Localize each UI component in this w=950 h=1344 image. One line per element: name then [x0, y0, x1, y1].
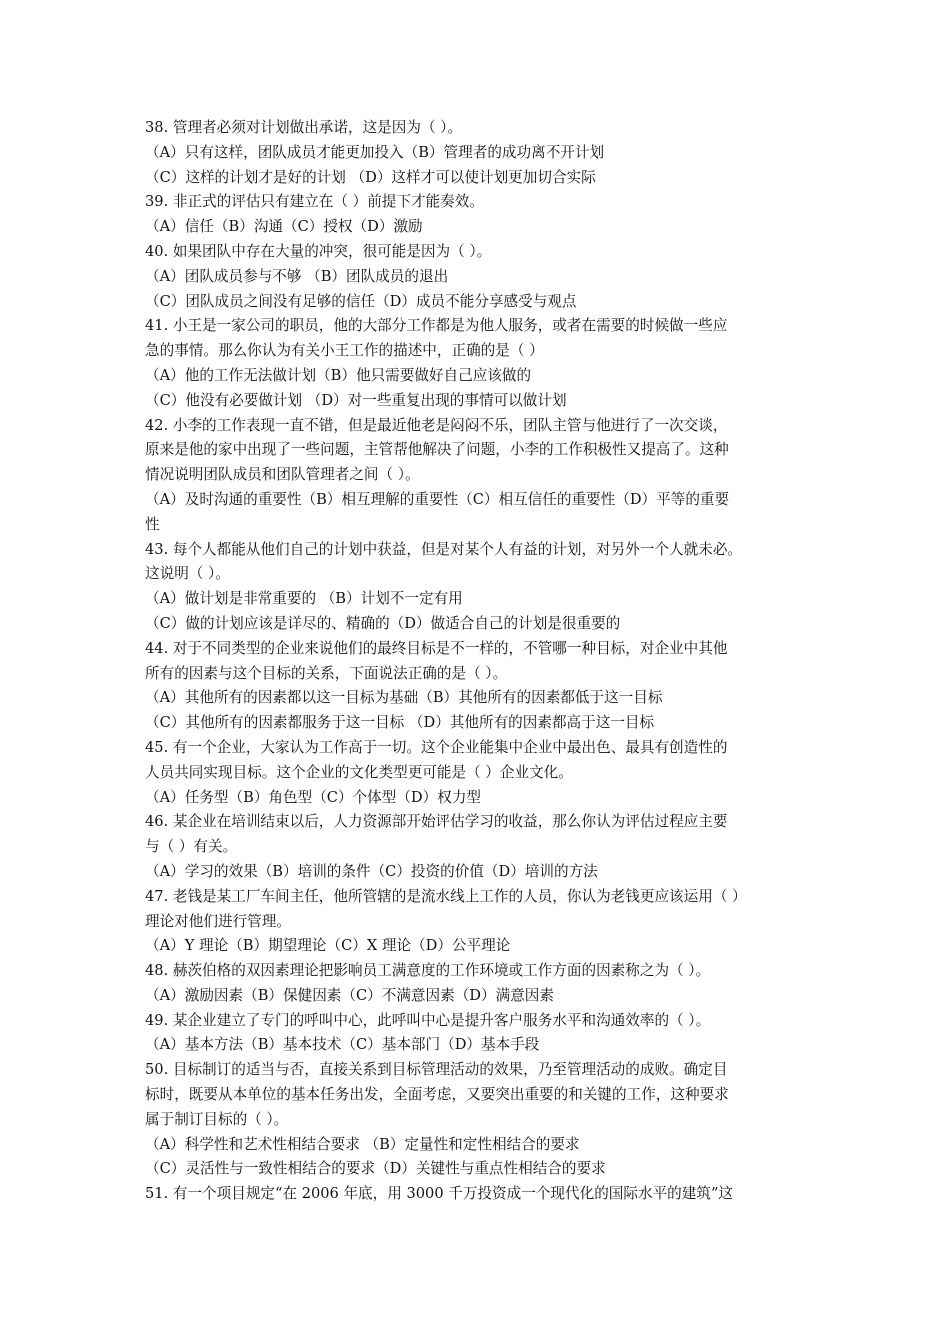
question-41-options-ab: （A）他的工作无法做计划（B）他只需要做好自己应该做的 [145, 366, 532, 384]
question-46-line-1: 46. 某企业在培训结束以后，人力资源部开始评估学习的收益，那么你认为评估过程应主要 [145, 813, 728, 831]
question-38-options-ab: （A）只有这样，团队成员才能更加投入（B）管理者的成功离不开计划 [145, 143, 605, 161]
question-46-options: （A）学习的效果（B）培训的条件（C）投资的价值（D）培训的方法 [145, 862, 598, 880]
question-45-options: （A）任务型（B）角色型（C）个体型（D）权力型 [145, 788, 482, 806]
question-50-line-3: 属于制订目标的（ ）。 [145, 1110, 289, 1128]
question-41-line-2: 急的事情。那么你认为有关小王工作的描述中，正确的是（ ） [145, 342, 544, 360]
question-39-options: （A）信任（B）沟通（C）授权（D）激励 [145, 218, 423, 236]
question-46-line-2: 与（ ）有关。 [145, 838, 238, 856]
question-43-line-1: 43. 每个人都能从他们自己的计划中获益，但是对某个人有益的计划，对另外一个人就未必。 [145, 540, 743, 558]
question-44-line-1: 44. 对于不同类型的企业来说他们的最终目标是不一样的，不管哪一种目标，对企业中其他 [145, 639, 728, 657]
question-40-options-ab: （A）团队成员参与不够 （B）团队成员的退出 [145, 267, 449, 285]
question-43-options-cd: （C）做的计划应该是详尽的、精确的（D）做适合自己的计划是很重要的 [145, 614, 621, 632]
question-44-line-2: 所有的因素与这个目标的关系，下面说法正确的是（ ）。 [145, 664, 508, 682]
question-51-line-1: 51. 有一个项目规定“在 2006 年底，用 3000 千万投资成一个现代化的国际水平的建筑”这 [145, 1185, 734, 1203]
question-43-options-ab: （A）做计划是非常重要的 （B）计划不一定有用 [145, 590, 463, 608]
question-44-options-cd: （C）其他所有的因素都服务于这一目标 （D）其他所有的因素都高于这一目标 [145, 714, 655, 732]
question-42-line-2: 原来是他的家中出现了一些问题，主管帮他解决了问题，小李的工作积极性又提高了。这种 [145, 441, 729, 459]
question-50-options-cd: （C）灵活性与一致性相结合的要求（D）关键性与重点性相结合的要求 [145, 1160, 606, 1178]
question-39: 39. 非正式的评估只有建立在（ ）前提下才能奏效。 [145, 193, 484, 211]
question-43-line-2: 这说明（ ）。 [145, 565, 230, 583]
question-48: 48. 赫茨伯格的双因素理论把影响员工满意度的工作环境或工作方面的因素称之为（ ）。 [145, 962, 711, 980]
question-44-options-ab: （A）其他所有的因素都以这一目标为基础（B）其他所有的因素都低于这一目标 [145, 689, 663, 707]
question-45-line-1: 45. 有一个企业，大家认为工作高于一切。这个企业能集中企业中最出色、最具有创造性的 [145, 738, 728, 756]
question-41-options-cd: （C）他没有必要做计划 （D）对一些重复出现的事情可以做计划 [145, 391, 567, 409]
question-42-line-1: 42. 小李的工作表现一直不错，但是最近他老是闷闷不乐，团队主管与他进行了一次交谈， [145, 416, 728, 434]
question-50-line-2: 标时，既要从本单位的基本任务出发，全面考虑，又要突出重要的和关键的工作，这种要求 [145, 1086, 729, 1104]
question-42-line-3: 情况说明团队成员和团队管理者之间（ ）。 [145, 466, 420, 484]
question-47-line-1: 47. 老钱是某工厂车间主任，他所管辖的是流水线上工作的人员，你认为老钱更应该运用（ ） [145, 887, 747, 905]
question-50-line-1: 50. 目标制订的适当与否，直接关系到目标管理活动的效果，乃至管理活动的成败。确定目 [145, 1061, 728, 1079]
question-38-options-cd: （C）这样的计划才是好的计划 （D）这样才可以使计划更加切合实际 [145, 168, 596, 186]
question-42-options-line-1: （A）及时沟通的重要性（B）相互理解的重要性（C）相互信任的重要性（D）平等的重要 [145, 490, 730, 508]
question-49-options: （A）基本方法（B）基本技术（C）基本部门（D）基本手段 [145, 1036, 540, 1054]
question-48-options: （A）激励因素（B）保健因素（C）不满意因素（D）满意因素 [145, 986, 554, 1004]
question-47-options: （A）Y 理论（B）期望理论（C）X 理论（D）公平理论 [145, 937, 511, 955]
question-38: 38. 管理者必须对计划做出承诺，这是因为（ ）。 [145, 119, 463, 136]
question-list [145, 116, 810, 1207]
question-40: 40. 如果团队中存在大量的冲突，很可能是因为（ ）。 [145, 242, 492, 260]
question-45-line-2: 人员共同实现目标。这个企业的文化类型更可能是（ ）企业文化。 [145, 763, 573, 781]
question-49: 49. 某企业建立了专门的呼叫中心，此呼叫中心是提升客户服务水平和沟通效率的（ ）。 [145, 1011, 711, 1029]
question-40-options-cd: （C）团队成员之间没有足够的信任（D）成员不能分享感受与观点 [145, 292, 577, 310]
question-50-options-ab: （A）科学性和艺术性相结合要求 （B）定量性和定性相结合的要求 [145, 1135, 580, 1153]
question-41-line-1: 41. 小王是一家公司的职员，他的大部分工作都是为他人服务，或者在需要的时候做一些应 [145, 317, 728, 335]
question-47-line-2: 理论对他们进行管理。 [145, 912, 291, 930]
question-42-options-line-2: 性 [145, 515, 160, 533]
